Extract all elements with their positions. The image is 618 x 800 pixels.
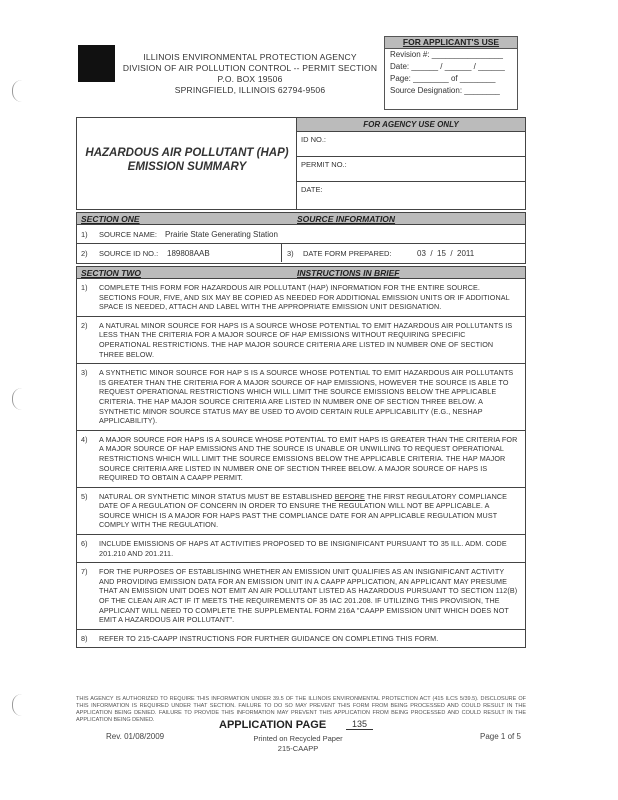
row-number: 3)	[287, 249, 294, 258]
form-title-line2: EMISSION SUMMARY	[127, 161, 247, 173]
city-state: SPRINGFIELD, ILLINOIS 62794-9506	[174, 85, 326, 95]
emphasis-before: BEFORE	[334, 491, 365, 501]
source-id-value[interactable]: 189808AAB	[167, 249, 210, 258]
punch-hole-mark	[12, 80, 22, 102]
agency-use-heading: FOR AGENCY USE ONLY	[297, 118, 525, 132]
instruction-number: 3)	[81, 368, 88, 378]
section-two-heading: INSTRUCTIONS IN BRIEF	[297, 268, 400, 278]
form-title	[77, 146, 297, 174]
instruction-text: THE FIRST REGULATORY COMPLIANCE DATE OF A REGULATION OF CONCERN IN ORDER TO ENSURE THE REGULATION WILL NOT BE APPLICABLE. A SOURCE WHICH IS A MAJOR FOR HAPS PAST THE COMPLIANCE DATE FOR AN APPLICABLE REGULATION MUST COMPLY WITH THE REGULATION.	[99, 491, 508, 530]
recycled-text: Printed on Recycled Paper	[253, 734, 343, 743]
page-of: Page 1 of 5	[480, 732, 521, 741]
form-title-line1: HAZARDOUS AIR POLLUTANT (HAP)	[85, 147, 289, 159]
id-no-field[interactable]: ID NO.:	[297, 132, 525, 157]
source-name-row	[77, 225, 525, 244]
source-name-label: SOURCE NAME:	[99, 230, 157, 239]
instruction-text: A SYNTHETIC MINOR SOURCE FOR HAP S IS A SOURCE WHOSE POTENTIAL TO EMIT HAZARDOUS AIR POLLUTANTS IS GREATER THAN THE CRITERIA FOR A MAJOR SOURCE OF HAP EMISSIONS, HOWEVER THE SOURCE IS ABLE TO REQUEST OPERATIONAL RESTRICTIONS WHICH WILL LIMIT THE SOURCE EMISSIONS BELOW THE APPLICABLE CRITERIA. THE HAP MAJOR SOURCE CRITERIA ARE LISTED IN NUMBER ONE OF SECTION THREE BELOW. A SYNTHETIC MINOR SOURCE STATUS MAY BE USED TO AVOID CERTAIN RULE APPLICABILITY (E.G., NESHAP APPLICABILITY).	[99, 368, 514, 426]
instruction-item	[77, 364, 525, 431]
form-id: 215-CAAPP	[277, 744, 319, 753]
row-divider	[281, 244, 282, 262]
agency-use-box	[297, 118, 525, 209]
recycled-notice	[223, 734, 373, 754]
instruction-number: 4)	[81, 434, 88, 444]
instruction-text: FOR THE PURPOSES OF ESTABLISHING WHETHER AN EMISSION UNIT QUALIFIES AS AN INSIGNIFICANT ACTIVITY AND PROVIDING EMISSION DATA FOR AN EMISSION UNIT IN A CAAPP APPLICATION, AN APPLICANT MAY PRESUME THAT AN EMISSION UNIT DOES NOT EMIT AN AIR POLLUTANT LISTED AS HAZARDOUS PURSUANT TO SECTION 112(B) OF THE CLEAN AIR ACT IF IT MEETS THE REQUIREMENTS OF 35 IAC 201.208. IF UTILIZING THIS PROVISION, THE APPLICANT WILL NEED TO COMPLETE THE SUPPLEMENTAL FORM 216A "CAAPP EMISSION UNIT WHICH DOES NOT EMIT A HAZARDOUS AIR POLLUTANT".	[99, 567, 518, 625]
source-id-label: SOURCE ID NO.:	[99, 249, 159, 258]
instruction-number: 5)	[81, 491, 88, 501]
section-one-heading: SOURCE INFORMATION	[297, 214, 396, 224]
agency-name: ILLINOIS ENVIRONMENTAL PROTECTION AGENCY	[143, 52, 357, 62]
instruction-number: 1)	[81, 283, 88, 292]
date-prepared-label: DATE FORM PREPARED:	[303, 249, 392, 258]
instruction-item	[77, 488, 525, 535]
section-two	[76, 266, 526, 648]
row-number: 1)	[81, 230, 88, 239]
instruction-item	[77, 317, 525, 364]
application-page-number: 135	[346, 719, 373, 730]
instruction-item	[77, 630, 525, 648]
source-designation-field[interactable]: Source Designation: ________	[390, 86, 500, 95]
title-block	[76, 117, 526, 210]
instruction-text: REFER TO 215-CAAPP INSTRUCTIONS FOR FURTHER GUIDANCE ON COMPLETING THIS FORM.	[99, 633, 439, 643]
section-one-label: SECTION ONE	[81, 214, 140, 224]
instruction-number: 2)	[81, 320, 88, 330]
agency-date-field[interactable]: DATE:	[301, 185, 323, 194]
agency-logo	[78, 45, 115, 82]
source-name-value[interactable]: Prairie State Generating Station	[165, 230, 278, 239]
instruction-text: COMPLETE THIS FORM FOR HAZARDOUS AIR POLLUTANT (HAP) INFORMATION FOR THE ENTIRE SOURCE. SECTIONS FOUR, FIVE, AND SIX MAY BE COPIED AS NEEDED FOR ADDITIONAL EMISSION UNITS OR IF ADDITIONAL SPACE IS NEEDED, ATTACH AND LABEL WITH THE APPROPRIATE EMISSION UNIT DESIGNATION.	[99, 283, 510, 312]
permit-no-field[interactable]: PERMIT NO.:	[297, 157, 525, 182]
agency-address	[120, 52, 380, 96]
source-id-row	[77, 244, 525, 263]
instruction-number: 7)	[81, 567, 88, 577]
instruction-text: A MAJOR SOURCE FOR HAPS IS A SOURCE WHOSE POTENTIAL TO EMIT HAPS IS GREATER THAN THE CRITERIA FOR A MAJOR SOURCE OF HAP EMISSIONS AND THE SOURCE IS UNABLE OR UNWILLING TO REQUEST OPERATIONAL RESTRICTIONS WHICH WILL LIMIT THE SOURCE EMISSIONS BELOW THE APPLICABLE CRITERIA. THE HAP MAJOR SOURCE CRITERIA ARE LISTED IN NUMBER ONE OF SECTION THREE BELOW. A MAJOR SOURCE OF HAPS IS REQUIRED TO OBTAIN A CAAPP PERMIT.	[99, 434, 518, 483]
instruction-text: A NATURAL MINOR SOURCE FOR HAPS IS A SOURCE WHOSE POTENTIAL TO EMIT HAZARDOUS AIR POLLUTANTS IS LESS THAN THE CRITERIA FOR A MAJOR SOURCE OF HAP EMISSIONS WITHOUT REQUIRING SPECIFIC OPERATIONAL RESTRICTIONS. THE HAP MAJOR SOURCE CRITERIA ARE LISTED IN NUMBER ONE OF SECTION THREE BELOW.	[99, 320, 513, 359]
row-number: 2)	[81, 249, 88, 258]
title-box	[77, 118, 297, 209]
punch-hole-mark	[12, 694, 22, 716]
section-two-header	[77, 267, 525, 279]
revision-field[interactable]: Revision #: ________________	[390, 50, 503, 59]
date-field[interactable]: Date: ______ / ______ / ______	[390, 62, 505, 71]
applicant-use-box	[384, 36, 518, 110]
punch-hole-mark	[12, 388, 22, 410]
application-page-label: APPLICATION PAGE	[219, 719, 327, 731]
instruction-item	[77, 563, 525, 630]
section-one-header	[77, 213, 525, 225]
po-box: P.O. BOX 19506	[217, 74, 283, 84]
division-name: DIVISION OF AIR POLLUTION CONTROL -- PERMIT SECTION	[122, 63, 378, 73]
instruction-text: NATURAL OR SYNTHETIC MINOR STATUS MUST BE ESTABLISHED	[99, 491, 335, 501]
page-field[interactable]: Page: ________ of ________	[390, 74, 496, 83]
section-one	[76, 212, 526, 264]
instruction-item	[77, 431, 525, 488]
applicant-use-heading: FOR APPLICANT'S USE	[385, 37, 517, 49]
revision-date: Rev. 01/08/2009	[106, 732, 165, 741]
instruction-item	[77, 535, 525, 563]
date-prepared-value[interactable]: 03 / 15 / 2011	[417, 249, 475, 258]
section-two-label: SECTION TWO	[81, 268, 141, 278]
legal-notice: THIS AGENCY IS AUTHORIZED TO REQUIRE THIS INFORMATION UNDER 39.5 OF THE ILLINOIS ENVIRONMENTAL PROTECTION ACT (415 ILCS 5/39.5). DISCLOSURE OF THIS INFORMATION IS REQUIRED UNDER THAT SECTION. FAILURE TO DO SO MAY PREVENT THIS FORM FROM BEING PROCESSED AND COULD RESULT IN THE APPLICATION BEING DENIED. FAILURE TO PROVIDE THIS INFORMATION MAY PREVENT THIS APPLICATION FROM BEING PROCESSED AND COULD RESULT IN THE APPLICATION BEING DENIED.	[76, 696, 526, 723]
instruction-number: 6)	[81, 539, 88, 549]
instruction-number: 8)	[81, 633, 88, 643]
instruction-item	[77, 279, 525, 317]
instruction-text: INCLUDE EMISSIONS OF HAPS AT ACTIVITIES PROPOSED TO BE INSIGNIFICANT PURSUANT TO 35 ILL. ADM. CODE 201.210 AND 201.211.	[99, 539, 507, 558]
